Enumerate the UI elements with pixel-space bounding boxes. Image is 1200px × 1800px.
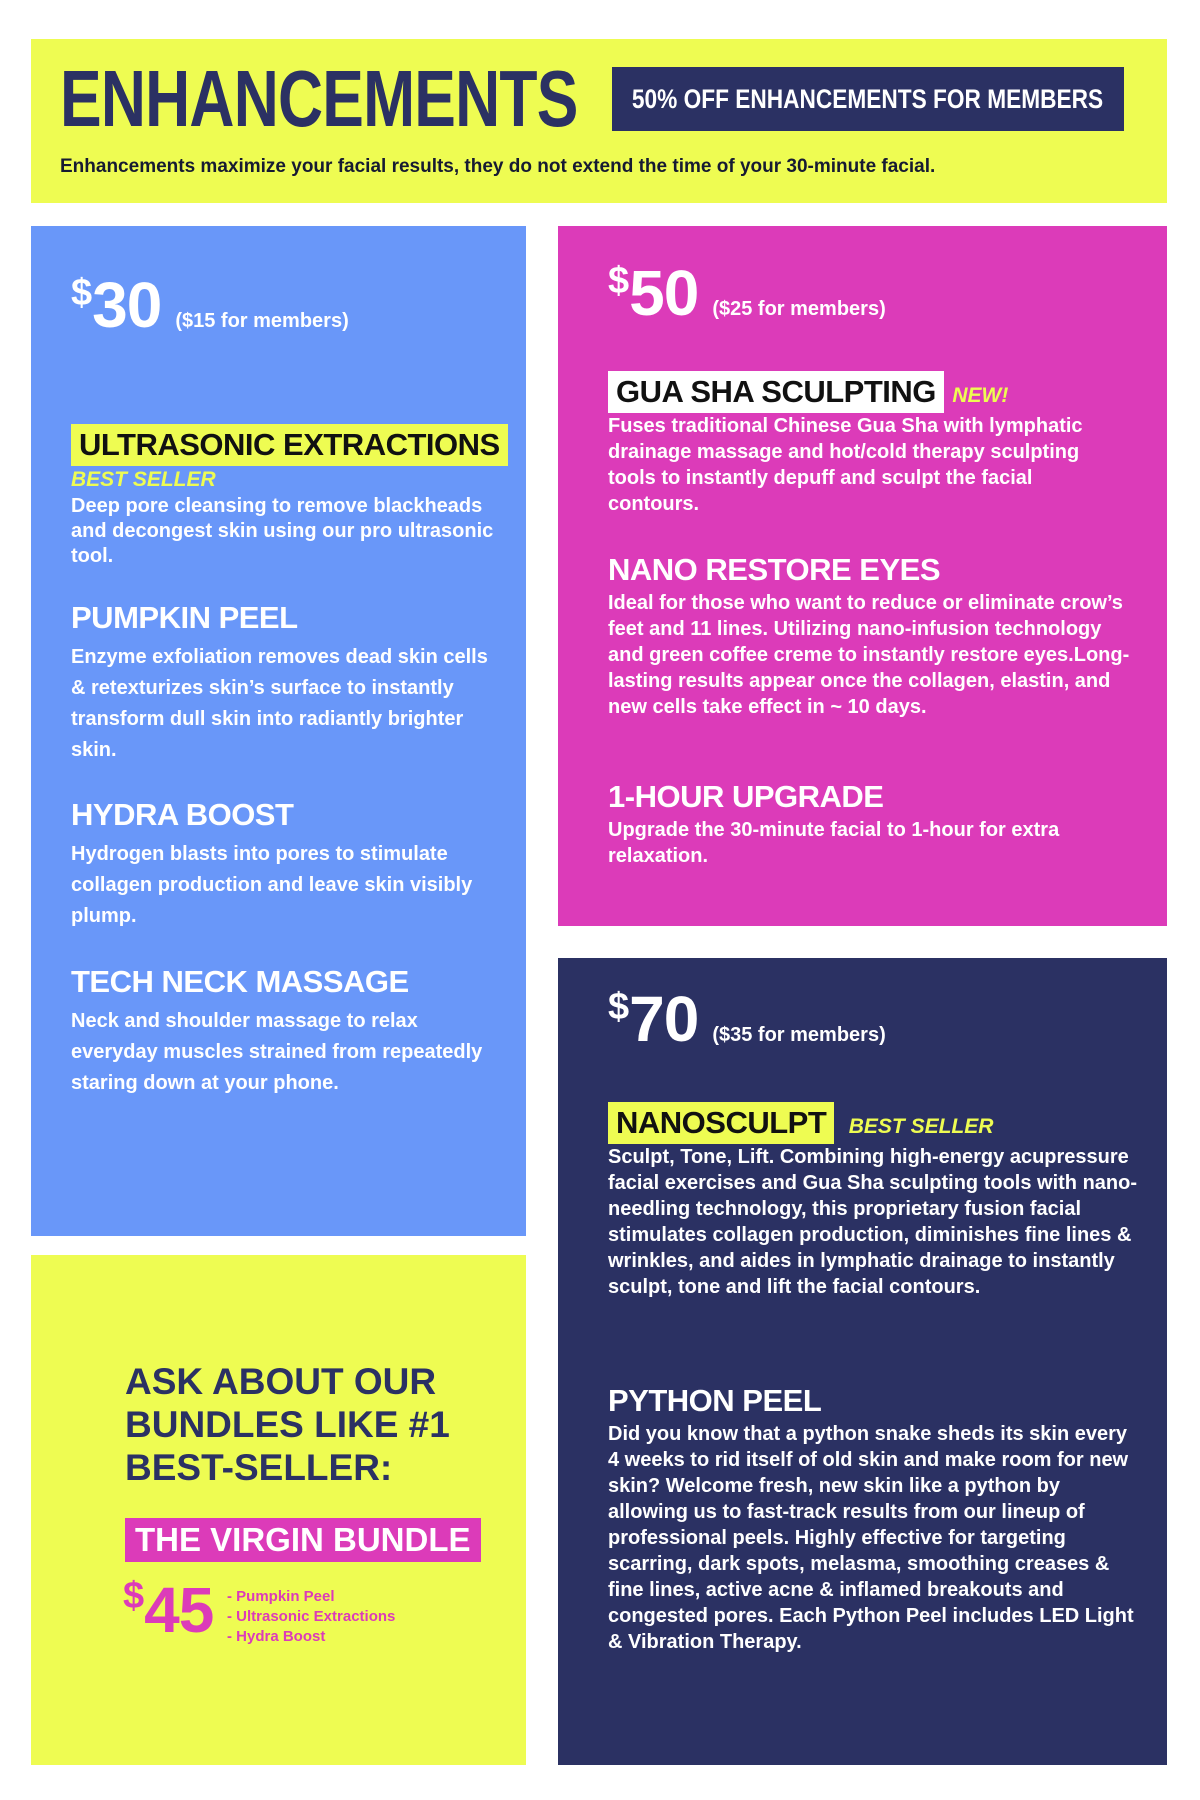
header-banner [31, 39, 1167, 203]
dollar-sign: $ [123, 1575, 145, 1617]
service-name: TECH NECK MASSAGE [71, 964, 409, 999]
service-description: Did you know that a python snake sheds its skin every 4 weeks to rid itself of old skin and make room for new skin? Welcome fresh, new skin like a python by allowing us to fast-track results from our lineup of professional peels. Highly effective for targeting scarring, dark spots, melasma, smoothing creases & fine lines, active acne & inflamed breakouts and congested pores. Each Python Peel includes LED Light & Vibration Therapy. [608, 1423, 1134, 1653]
page-title: ENHANCEMENTS [60, 54, 578, 143]
member-price: ($15 for members) [175, 310, 349, 332]
service-description: Sculpt, Tone, Lift. Combining high-energy acupressure facial exercises and Gua Sha sculpting tools with nano-needling technology, this proprietary fusion facial stimulates collagen production, diminishes fine lines & wrinkles, and aides in lymphatic drainage to instantly sculpt, tone and lift the facial contours. [608, 1146, 1138, 1298]
service-description: Hydrogen blasts into pores to stimulate collagen production and leave skin visibly plump. [71, 843, 473, 927]
list-item: - Pumpkin Peel [227, 1588, 335, 1605]
service-description: Upgrade the 30-minute facial to 1-hour for extra relaxation. [608, 819, 1060, 867]
service-name: ULTRASONIC EXTRACTIONS [71, 424, 508, 466]
price-amount: 50 [629, 257, 699, 329]
member-price: ($35 for members) [712, 1024, 886, 1046]
price-amount: 70 [629, 983, 699, 1055]
tier-70-panel [558, 958, 1167, 1765]
service-description: Deep pore cleansing to remove blackheads and decongest skin using our pro ultrasonic tool. [71, 495, 494, 567]
service-description: Fuses traditional Chinese Gua Sha with lymphatic drainage massage and hot/cold therapy sculpting tools to instantly depuff and sculpt the facial contours. [608, 415, 1083, 515]
service-description: Ideal for those who want to reduce or eliminate crow’s feet and 11 lines. Utilizing nano-infusion technology and green coffee creme to instantly restore eyes.Long-lasting results appear once the collagen, elastin, and new cells take effect in ~ 10 days. [608, 592, 1130, 718]
best-seller-tag: BEST SELLER [71, 468, 216, 491]
bundle-includes-list [227, 1587, 395, 1647]
dollar-sign: $ [608, 986, 630, 1028]
list-item: - Ultrasonic Extractions [227, 1608, 396, 1625]
service-nano-restore-eyes [608, 552, 1138, 720]
page-subtitle: Enhancements maximize your facial results, they do not extend the time of your 30-minute facial. [60, 156, 936, 177]
service-name: PYTHON PEEL [608, 1383, 822, 1418]
price-amount: 45 [144, 1574, 214, 1646]
bundle-question: ASK ABOUT OUR BUNDLES LIKE #1 BEST-SELLER: [125, 1361, 450, 1488]
member-discount-badge [612, 67, 1124, 131]
tier-30-price [71, 268, 349, 342]
service-description: Neck and shoulder massage to relax everyday muscles strained from repeatedly staring down at your phone. [71, 1010, 483, 1094]
dollar-sign: $ [71, 272, 93, 314]
tier-70-price [608, 982, 886, 1056]
service-1-hour-upgrade [608, 779, 1078, 869]
service-description: Enzyme exfoliation removes dead skin cells & retexturizes skin’s surface to instantly transform dull skin into radiantly brighter skin. [71, 646, 488, 761]
service-python-peel [608, 1383, 1138, 1655]
service-name: HYDRA BOOST [71, 797, 294, 832]
best-seller-tag: BEST SELLER [848, 1115, 994, 1138]
bundle-price [123, 1573, 213, 1647]
tier-30-panel [31, 226, 526, 1236]
dollar-sign: $ [608, 260, 630, 302]
service-name: PUMPKIN PEEL [71, 600, 298, 635]
bundle-name: THE VIRGIN BUNDLE [125, 1518, 481, 1562]
new-tag: NEW! [952, 384, 1009, 407]
service-pumpkin-peel [71, 600, 491, 766]
service-gua-sha-sculpting [608, 371, 1128, 517]
price-amount: 30 [92, 269, 162, 341]
member-discount-text: 50% OFF ENHANCEMENTS FOR MEMBERS [632, 83, 1104, 114]
service-name: NANO RESTORE EYES [608, 552, 941, 587]
bundle-panel [31, 1255, 526, 1765]
service-tech-neck-massage [71, 964, 491, 1099]
tier-50-price [608, 256, 886, 330]
service-hydra-boost [71, 797, 491, 932]
member-price: ($25 for members) [712, 298, 886, 320]
service-name: 1-HOUR UPGRADE [608, 779, 884, 814]
service-name: NANOSCULPT [608, 1102, 834, 1144]
service-name: GUA SHA SCULPTING [608, 371, 944, 413]
tier-50-panel [558, 226, 1167, 926]
service-ultrasonic-extractions [71, 424, 501, 569]
list-item: - Hydra Boost [227, 1628, 326, 1645]
service-nanosculpt [608, 1102, 1138, 1300]
